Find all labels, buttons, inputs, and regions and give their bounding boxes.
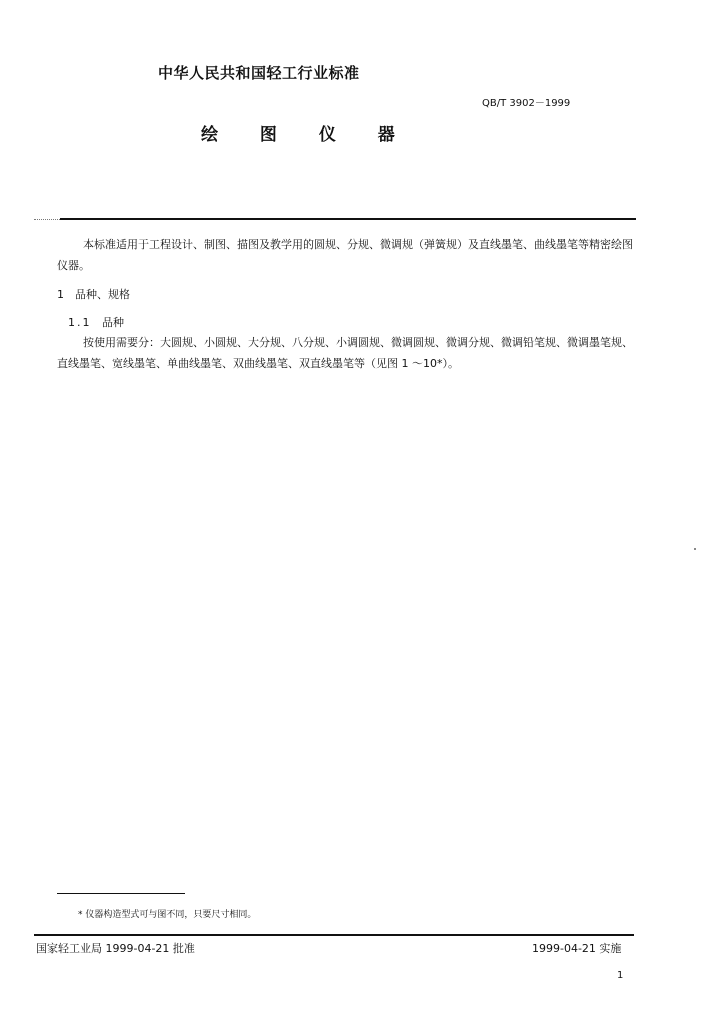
section-1-heading	[57, 286, 130, 302]
margin-speck	[694, 548, 696, 550]
section-1-1-number: 1.1	[68, 316, 92, 329]
industry-standard-heading: 中华人民共和国轻工行业标准	[158, 64, 360, 82]
section-1-title: 品种、规格	[75, 288, 130, 301]
implementation-date: 1999-04-21 实施	[532, 942, 622, 955]
footnote-divider	[57, 893, 185, 894]
section-1-number: 1	[57, 288, 64, 301]
section-1-1-heading	[68, 314, 124, 330]
header-divider	[60, 218, 636, 220]
page-number: 1	[617, 970, 624, 981]
footnote: * 仪器构造型式可与图不同，只要尺寸相同。	[78, 910, 257, 920]
header-dotted-lead	[34, 219, 60, 220]
varieties-paragraph: 按使用需要分：大圆规、小圆规、大分规、八分规、小调圆规、微调圆规、微调分规、微调铅笔规、微调墨笔规、直线墨笔、宽线墨笔、单曲线墨笔、双曲线墨笔、双直线墨笔等（见图 1 ～10*）。	[57, 336, 633, 370]
intro-paragraph: 本标准适用于工程设计、制图、描图及教学用的圆规、分规、微调规（弹簧规）及直线墨笔、曲线墨笔等精密绘图仪器。	[57, 238, 633, 272]
section-1-1-title: 品种	[102, 316, 124, 329]
document-title: 绘 图 仪 器	[201, 125, 413, 145]
standard-code: QB/T 3902－1999	[482, 98, 571, 109]
footer-divider	[34, 934, 634, 936]
approval-line: 国家轻工业局 1999-04-21 批准	[36, 942, 195, 955]
